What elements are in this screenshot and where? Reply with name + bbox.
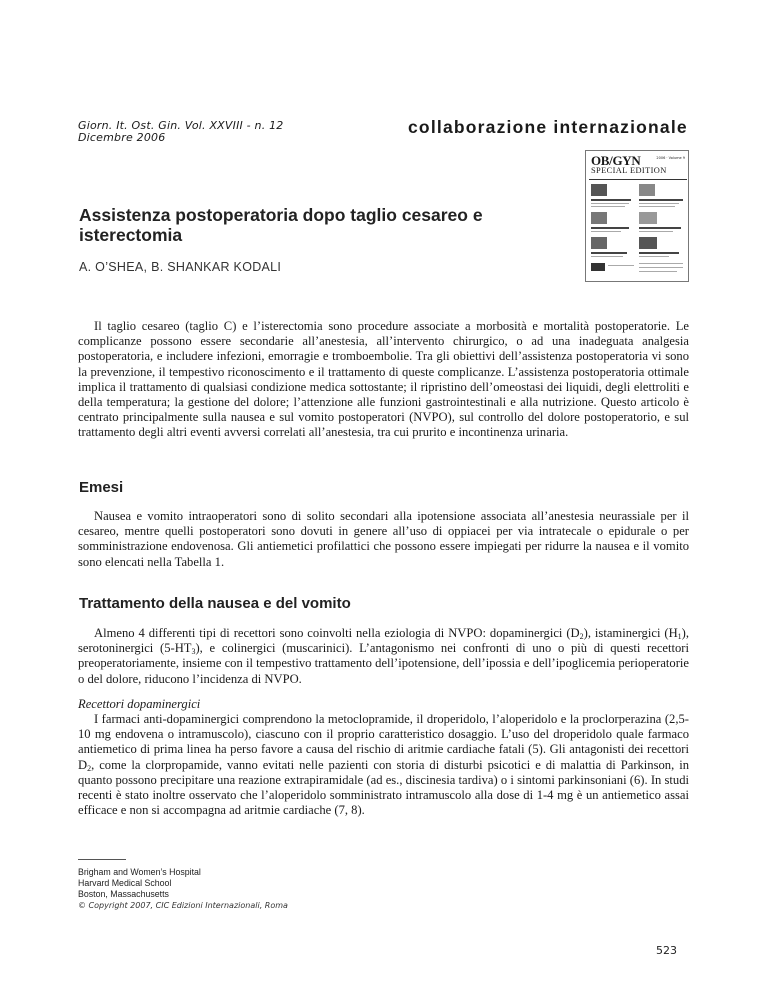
- heading-trattamento: Trattamento della nausea e del vomito: [79, 595, 351, 612]
- affiliation-school: Harvard Medical School: [78, 878, 172, 888]
- cover-text-line: [639, 203, 679, 204]
- recettori-text: , come la clorpropamide, vanno evitati nelle pazienti con storia di disturbi psicotici e di malattia di Parkinson, in quanto possono precipitare una reazione extrapiramidale (ad es., discinesia tardiva) o i sintomi parkinsoniani (6). In studi recenti è stato inoltre osservato che l’aloperidolo somministrato intramuscolo alla dose di 1-4 mg è un antiemetico assai efficace e non si accompagna ad aritmie cardiache (7, 8).: [78, 757, 689, 818]
- cover-title: OB/GYN: [591, 153, 641, 168]
- cover-logo-box: [591, 263, 605, 271]
- subscript: 2: [579, 632, 584, 641]
- cover-text-line: [591, 199, 631, 201]
- copyright: © Copyright 2007, CIC Edizioni Internazionali, Roma: [78, 901, 288, 910]
- trattamento-text: ), istaminergici (H: [583, 626, 678, 640]
- recettori-text: I farmaci anti-dopaminergici comprendono la metoclopramide, il droperidolo, l’aloperidolo e la proclorperazina (2,5-10 mg endovena o intramuscolo), ciascuno con il proprio caratteristico dosaggio. L’uso del droperidolo quale farmaco antiemetico di prima linea ha perso favore a causa del rischio di aritmie cardiache fatali (5). Gli antagonisti dei recettori D: [78, 712, 689, 772]
- cover-text-line: [639, 199, 683, 201]
- cover-text-line: [591, 206, 625, 207]
- cover-text-line: [591, 256, 623, 257]
- cover-text-line: [591, 252, 627, 254]
- affiliation-city: Boston, Massachusetts: [78, 889, 169, 899]
- abstract-paragraph: Il taglio cesareo (taglio C) e l’isterectomia sono procedure associate a morbosità e mortalità postoperatorie. Le complicanze possono essere secondarie all’anestesia, all’intervento chirurgico, o ad una inadeguata analgesia postoperatoria, e includere infezioni, emorragie e tromboembolie. Tra gli obiettivi dell’assistenza postoperatoria vi sono la prevenzione, il tempestivo riconoscimento e il trattamento di queste complicanze. L’assistenza postoperatoria ottimale implica il trattamento di qualsiasi condizione medica sottostante; il ripristino dell’omeostasi dei liquidi, degli elettroliti e della temperatura; la gestione del dolore; l’attenzione alle funzioni gastrointestinali e alla nutrizione. Questo articolo è centrato principalmente sulla nausea e sul vomito postoperatori (NVPO), sul controllo del dolore postoperatorio, e sul trattamento degli altri eventi avversi correlati all’anestesia, tra cui prurito e incontinenza urinaria.: [78, 319, 689, 440]
- cover-masthead: [589, 153, 687, 180]
- section-label: collaborazione internazionale: [408, 117, 688, 137]
- trattamento-text: ), serotoninergici (5-HT: [78, 626, 690, 656]
- cover-photo-4: [639, 184, 655, 196]
- article-authors: A. O’SHEA, B. SHANKAR KODALI: [79, 260, 282, 274]
- recettori-paragraph: [78, 712, 689, 818]
- article-title: Assistenza postoperatoria dopo taglio cesareo e isterectomia: [79, 205, 483, 245]
- cover-text-line: [639, 256, 669, 257]
- cover-text-line: [639, 206, 675, 207]
- cover-photo-5: [639, 212, 657, 224]
- cover-text-line: [639, 263, 683, 264]
- affiliation-hospital: Brigham and Women’s Hospital: [78, 867, 201, 877]
- cover-photo-3: [591, 237, 607, 249]
- cover-text-line: [591, 227, 629, 229]
- heading-emesi: Emesi: [79, 479, 124, 496]
- cover-subtitle: SPECIAL EDITION: [591, 166, 667, 175]
- cover-issue: 2006 · Volume 9: [656, 156, 685, 160]
- cover-photo-2: [591, 212, 607, 224]
- cover-text-line: [608, 265, 634, 266]
- cover-photo-1: [591, 184, 607, 196]
- subscript: 1: [677, 632, 682, 641]
- journal-citation: [78, 120, 284, 144]
- trattamento-text: ), e colinergici (muscarinici). L’antagonismo nei confronti di uno o più di questi recettori preoperatoriamente, insieme con il tempestivo trattamento dell’ipotensione, dell’ipossia e dell’ipoglicemia perioperatorie o del dolore, riducono l’incidenza di NVPO.: [78, 641, 689, 686]
- emesi-paragraph: Nausea e vomito intraoperatori sono di solito secondari alla ipotensione associata all’anestesia neurassiale per il cesareo, mentre quelli postoperatori sono dovuti in genere all’uso di oppiacei per via intratecale o epidurale o per somministrazione endovenosa. Gli antiemetici profilattici che possono essere impiegati per ridurre la nausea e il vomito sono elencati nella Tabella 1.: [78, 509, 689, 569]
- journal-volume: Giorn. It. Ost. Gin. Vol. XXVIII - n. 12: [78, 119, 284, 132]
- journal-cover-image: [585, 150, 689, 282]
- cover-text-line: [639, 227, 681, 229]
- trattamento-text: Almeno 4 differenti tipi di recettori sono coinvolti nella eziologia di NVPO: dopaminergici (D: [94, 626, 580, 640]
- subscript: 3: [191, 647, 196, 657]
- cover-text-line: [591, 231, 621, 232]
- cover-text-line: [591, 203, 629, 204]
- cover-photo-6: [639, 237, 657, 249]
- footnote-divider: [78, 859, 126, 860]
- journal-date: Dicembre 2006: [78, 131, 166, 144]
- heading-recettori: Recettori dopaminergici: [78, 697, 201, 711]
- cover-text-line: [639, 267, 683, 268]
- page-number: 523: [656, 944, 677, 957]
- cover-text-line: [639, 271, 677, 272]
- cover-text-line: [639, 252, 679, 254]
- subscript: 2: [87, 763, 92, 773]
- cover-text-line: [639, 231, 673, 232]
- trattamento-paragraph: [78, 626, 689, 687]
